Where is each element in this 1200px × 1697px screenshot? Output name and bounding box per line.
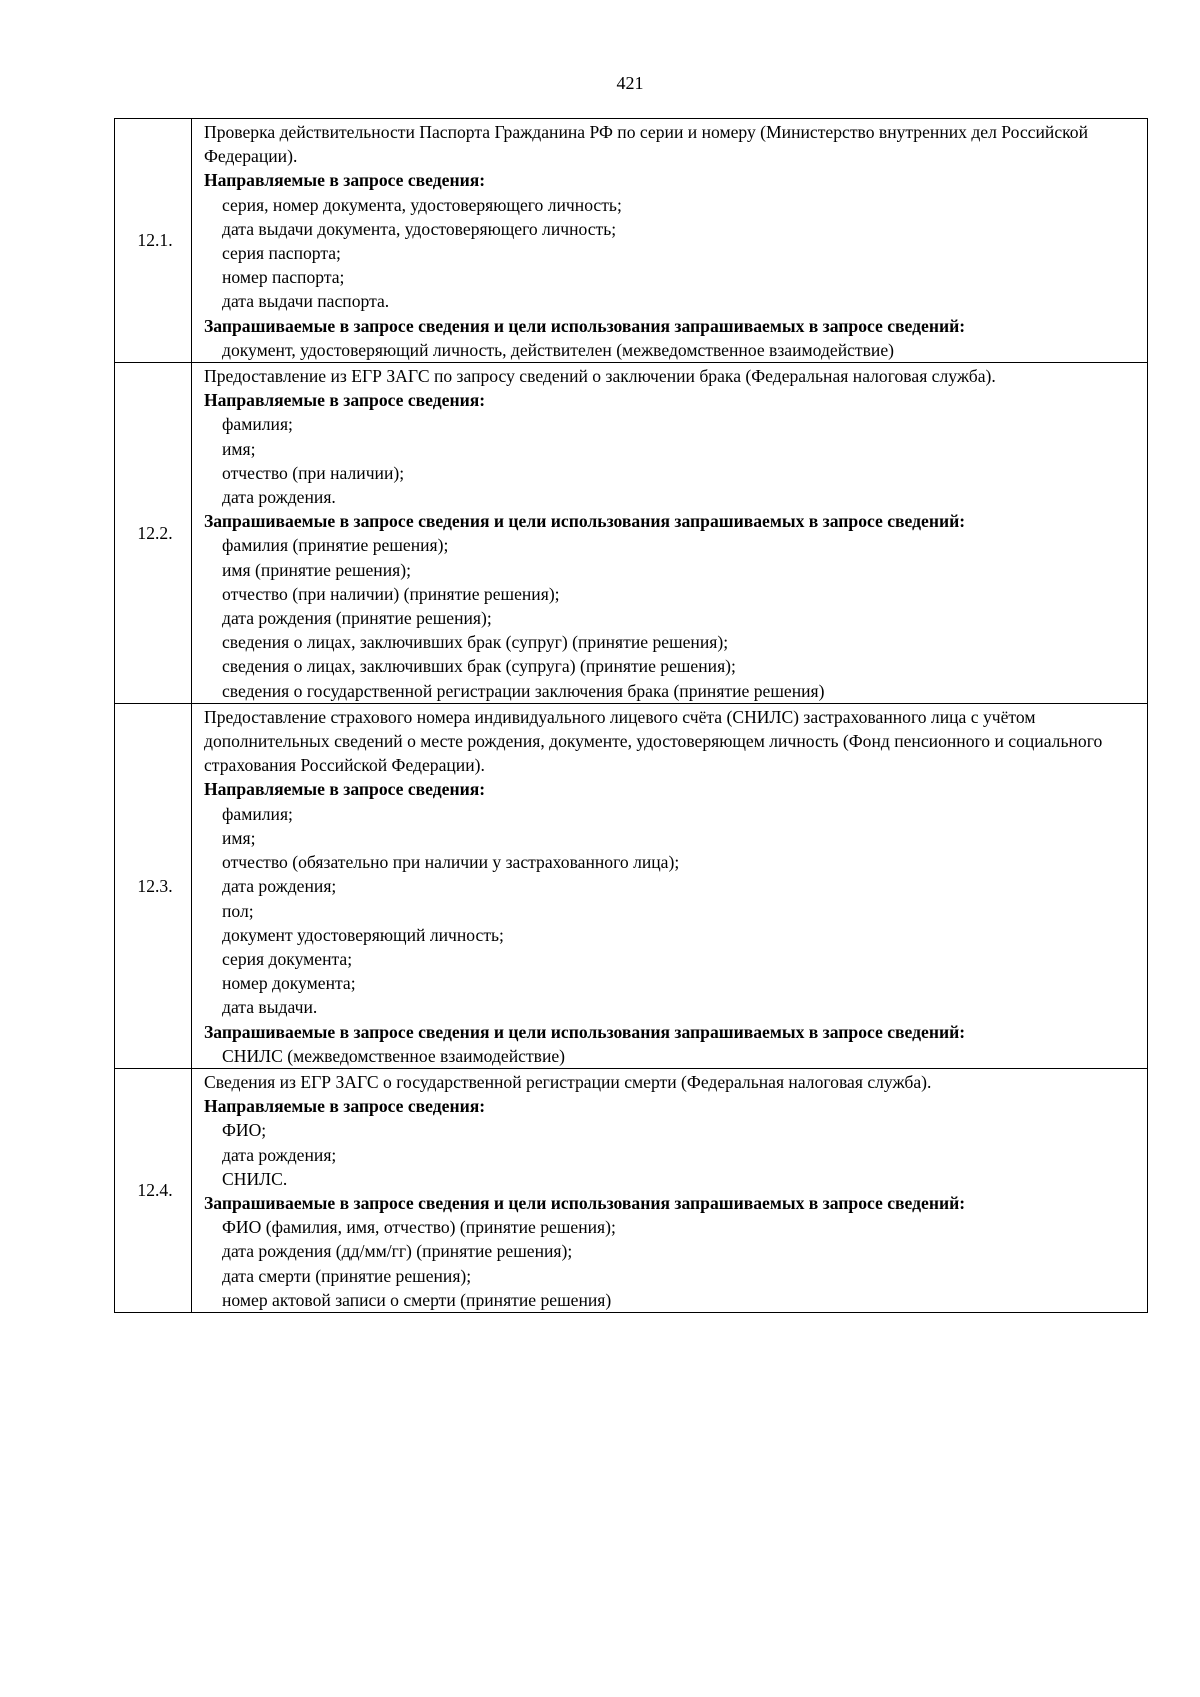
list-item: сведения о лицах, заключивших брак (супруг) (принятие решения); bbox=[222, 632, 729, 653]
list-item: имя (принятие решения); bbox=[222, 559, 411, 580]
table-row bbox=[115, 1068, 1148, 1312]
list-item: ФИО (фамилия, имя, отчество) (принятие решения); bbox=[222, 1217, 616, 1238]
list-item: дата рождения. bbox=[222, 487, 336, 508]
list-item: номер актовой записи о смерти (принятие решения) bbox=[222, 1289, 612, 1310]
section-heading: Направляемые в запросе сведения: bbox=[204, 170, 486, 191]
list-item: дата смерти (принятие решения); bbox=[222, 1265, 472, 1286]
section-heading: Запрашиваемые в запросе сведения и цели использования запрашиваемых в запросе сведений: bbox=[204, 1192, 966, 1213]
table-row bbox=[115, 119, 1148, 363]
row-title: Сведения из ЕГР ЗАГС о государственной регистрации смерти (Федеральная налоговая служба). bbox=[204, 1071, 932, 1092]
list-item: имя; bbox=[222, 827, 256, 848]
row-title: Предоставление из ЕГР ЗАГС по запросу сведений о заключении брака (Федеральная налоговая служба). bbox=[204, 366, 996, 387]
row-number: 12.3. bbox=[115, 703, 192, 1068]
row-content bbox=[192, 703, 1148, 1068]
table-row bbox=[115, 363, 1148, 704]
list-item: пол; bbox=[222, 900, 254, 921]
list-item: дата рождения (дд/мм/гг) (принятие решения); bbox=[222, 1241, 573, 1262]
list-item: фамилия; bbox=[222, 803, 293, 824]
list-item: документ удостоверяющий личность; bbox=[222, 924, 504, 945]
list-item: ФИО; bbox=[222, 1120, 267, 1141]
list-item: дата выдачи паспорта. bbox=[222, 291, 390, 312]
row-number: 12.2. bbox=[115, 363, 192, 704]
list-item: отчество (при наличии); bbox=[222, 462, 405, 483]
page-number: 421 bbox=[616, 73, 644, 93]
list-item: дата выдачи. bbox=[222, 997, 318, 1018]
row-title: Предоставление страхового номера индивидуального лицевого счёта (СНИЛС) застрахованного лица с учётом дополнительных сведений о месте рождения, документе, удостоверяющем личность (Фонд пенсионного и социального страхования Российской Федерации). bbox=[204, 706, 1103, 776]
list-item: серия паспорта; bbox=[222, 243, 341, 264]
list-item: отчество (при наличии) (принятие решения); bbox=[222, 583, 560, 604]
row-number: 12.4. bbox=[115, 1068, 192, 1312]
requirements-table bbox=[114, 118, 1148, 1313]
row-number: 12.1. bbox=[115, 119, 192, 363]
section-heading: Направляемые в запросе сведения: bbox=[204, 779, 486, 800]
row-content bbox=[192, 119, 1148, 363]
table-row bbox=[115, 703, 1148, 1068]
list-item: сведения о лицах, заключивших брак (супруга) (принятие решения); bbox=[222, 656, 736, 677]
list-item: номер документа; bbox=[222, 973, 356, 994]
list-item: фамилия; bbox=[222, 414, 293, 435]
list-item: дата рождения; bbox=[222, 876, 337, 897]
list-item: сведения о государственной регистрации заключения брака (принятие решения) bbox=[222, 680, 825, 701]
section-heading: Запрашиваемые в запросе сведения и цели использования запрашиваемых в запросе сведений: bbox=[204, 511, 966, 532]
row-title: Проверка действительности Паспорта Гражданина РФ по серии и номеру (Министерство внутренних дел Российской Федерации). bbox=[204, 122, 1088, 167]
list-item: дата рождения; bbox=[222, 1144, 337, 1165]
section-heading: Направляемые в запросе сведения: bbox=[204, 1096, 486, 1117]
list-item: документ, удостоверяющий личность, действителен (межведомственное взаимодействие) bbox=[222, 339, 895, 360]
list-item: номер паспорта; bbox=[222, 267, 345, 288]
section-heading: Направляемые в запросе сведения: bbox=[204, 390, 486, 411]
row-content bbox=[192, 1068, 1148, 1312]
section-heading: Запрашиваемые в запросе сведения и цели использования запрашиваемых в запросе сведений: bbox=[204, 315, 966, 336]
list-item: серия документа; bbox=[222, 948, 353, 969]
section-heading: Запрашиваемые в запросе сведения и цели использования запрашиваемых в запросе сведений: bbox=[204, 1021, 966, 1042]
list-item: дата выдачи документа, удостоверяющего личность; bbox=[222, 218, 617, 239]
list-item: имя; bbox=[222, 438, 256, 459]
row-content bbox=[192, 363, 1148, 704]
list-item: отчество (обязательно при наличии у застрахованного лица); bbox=[222, 852, 680, 873]
list-item: СНИЛС. bbox=[222, 1168, 288, 1189]
list-item: серия, номер документа, удостоверяющего личность; bbox=[222, 194, 622, 215]
list-item: дата рождения (принятие решения); bbox=[222, 608, 492, 629]
list-item: СНИЛС (межведомственное взаимодействие) bbox=[222, 1045, 566, 1066]
list-item: фамилия (принятие решения); bbox=[222, 535, 449, 556]
